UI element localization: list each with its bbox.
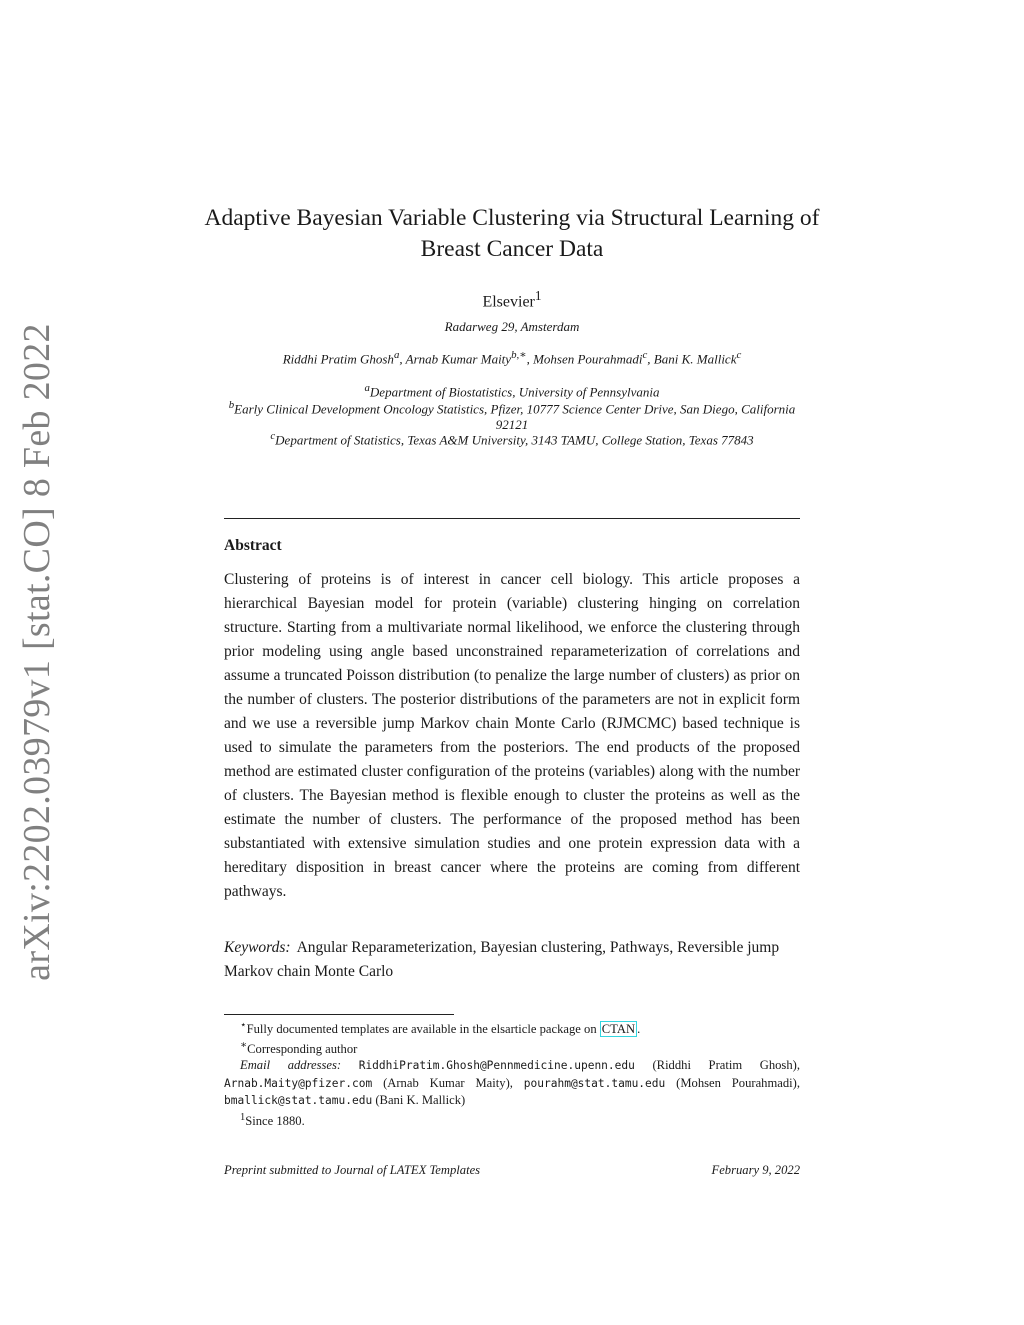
footnote-corresponding — [224, 1038, 800, 1058]
email-owner: (Mohsen Pourahmadi), — [676, 1075, 800, 1090]
author-name: Arnab Kumar Maity — [405, 351, 512, 367]
footnotes — [224, 1018, 800, 1130]
journal-line — [200, 288, 824, 311]
author-affiliation-mark: c — [642, 349, 648, 361]
footnote-emails — [224, 1057, 800, 1110]
footnote-divider — [224, 1014, 454, 1015]
affiliation-mark: c — [270, 430, 276, 442]
abstract-heading: Abstract — [224, 537, 282, 554]
keywords-text: Angular Reparameterization, Bayesian clustering, Pathways, Reversible jump Markov chain Monte Carlo — [224, 939, 780, 980]
email-address[interactable]: RiddhiPratim.Ghosh@Pennmedicine.upenn.edu — [358, 1059, 635, 1073]
email-owner: (Arnab Kumar Maity), — [383, 1075, 513, 1090]
footer-preprint: Preprint submitted to Journal of LATEX Templates — [224, 1163, 481, 1177]
abstract-body: Clustering of proteins is of interest in cancer cell biology. This article proposes a hierarchical Bayesian model for protein (variable) clustering hinging on correlation structure. Starting from a multivariate normal likelihood, we enforce the clustering through prior modeling using angle based unconstrained reparameterization of correlations and assume a truncated Poisson distribution (to penalize the large number of clusters) as prior on the number of clusters. The posterior distributions of the parameters are not in explicit form and we use a reversible jump Markov chain Monte Carlo (RJMCMC) based technique is used to simulate the parameters from the posteriors. The end products of the proposed method are estimated cluster configuration of the proteins (variables) along with the number of clusters. The Bayesian method is flexible enough to cluster the proteins as well as the estimate the number of clusters. The performance of the proposed method has been substantiated with extensive simulation studies and one protein expression data with a hereditary disposition in breast cancer where the proteins are coming from different pathways. — [224, 571, 800, 900]
affiliation-text: Department of Biostatistics, University of Pennsylvania — [369, 384, 660, 400]
header-divider — [224, 518, 800, 519]
affiliation-text: Department of Statistics, Texas A&M University, 3143 TAMU, College Station, Texas 77843 — [275, 432, 754, 448]
email-address[interactable]: pourahm@stat.tamu.edu — [523, 1076, 666, 1090]
arxiv-identifier-stamp — [2, 0, 72, 1325]
footer-date: February 9, 2022 — [711, 1163, 800, 1177]
journal-footnote-mark: 1 — [534, 288, 542, 303]
affiliation-mark: a — [364, 382, 370, 394]
affiliation-mark: b — [228, 399, 235, 411]
footnote-mark: ⋆ — [240, 1020, 247, 1031]
author-name: Bani K. Mallick — [653, 351, 737, 367]
author-affiliation-mark: b,∗ — [511, 349, 527, 361]
email-owner: (Riddhi Pratim Ghosh), — [652, 1058, 800, 1073]
journal-address: Radarweg 29, Amsterdam — [444, 319, 580, 334]
affiliation-text: Early Clinical Development Oncology Statistics, Pfizer, 10777 Science Center Drive, San Diego, California 92121 — [234, 401, 796, 433]
author-name: Riddhi Pratim Ghosh — [282, 351, 394, 367]
footnote-text: Corresponding author — [247, 1041, 358, 1056]
footnote-period: . — [637, 1022, 641, 1037]
arxiv-identifier-text: arXiv:2202.03979v1 [stat.CO] 8 Feb 2022 — [16, 323, 58, 981]
email-address[interactable]: bmallick@stat.tamu.edu — [224, 1094, 373, 1108]
email-owner: (Bani K. Mallick) — [375, 1093, 466, 1108]
email-address[interactable]: Arnab.Maity@pfizer.com — [224, 1076, 373, 1090]
author-affiliation-mark: c — [736, 349, 742, 361]
footnote-since — [224, 1110, 800, 1130]
keywords-section — [224, 936, 800, 984]
email-label: Email addresses: — [240, 1058, 342, 1073]
ctan-link[interactable]: CTAN — [601, 1022, 636, 1037]
footnote-mark: ∗ — [240, 1039, 248, 1051]
footnote-text: Fully documented templates are available in the elsarticle package on — [246, 1022, 597, 1037]
author-name: Mohsen Pourahmadi — [533, 351, 643, 367]
keywords-label: Keywords: — [224, 939, 291, 956]
footnote-templates — [224, 1018, 800, 1038]
author-list: Riddhi Pratim Ghosh$^a$, Arnab Kumar Maity$^{b,∗}$, Mohsen Pourahmadi$^c$, Bani K. Mallick$^c$ — [282, 349, 742, 367]
paper-title: Adaptive Bayesian Variable Clustering via Structural Learning of Breast Cancer Data — [204, 205, 820, 262]
footnote-mark: 1 — [240, 1111, 246, 1123]
footnote-text: Since 1880. — [245, 1114, 305, 1129]
journal-name: Elsevier — [482, 293, 535, 311]
author-affiliation-mark: a — [393, 349, 400, 361]
affiliation-c — [224, 428, 800, 448]
